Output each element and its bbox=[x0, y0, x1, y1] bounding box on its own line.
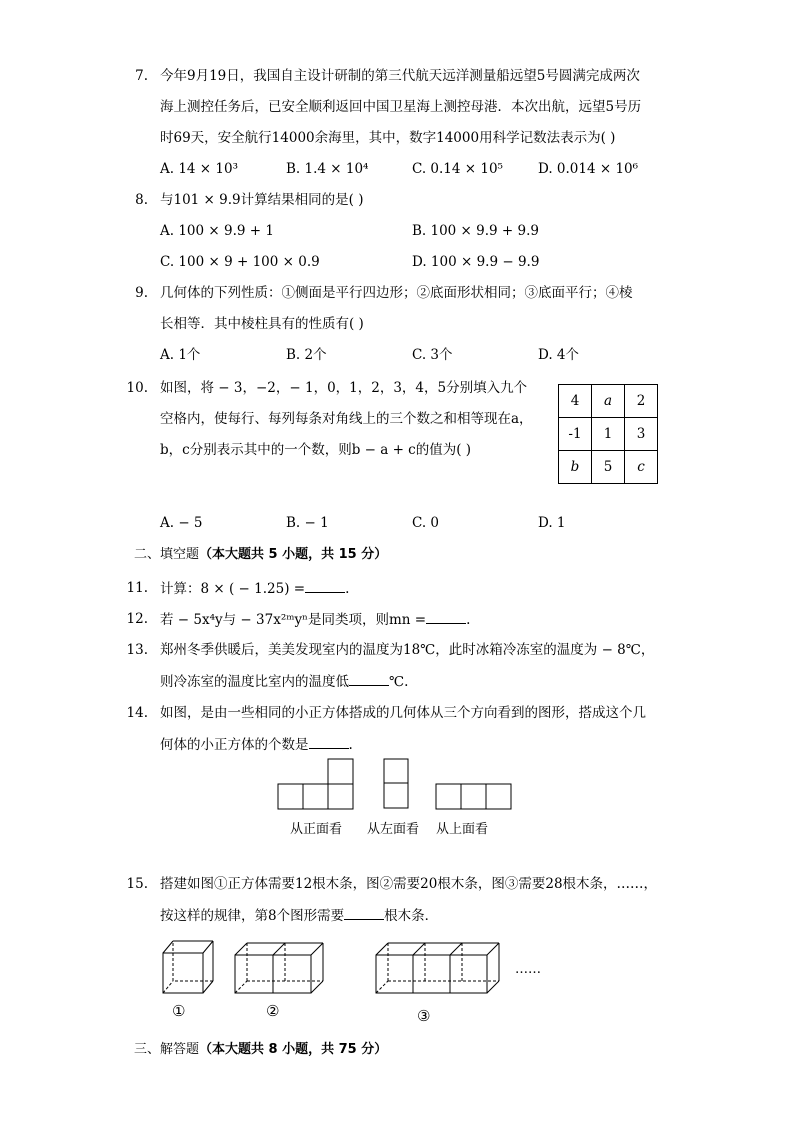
q9-option-d: D. 4个 bbox=[538, 347, 580, 363]
q14-text-line2: 何体的小正方体的个数是 bbox=[160, 737, 309, 753]
grid-cell: 3 bbox=[625, 418, 658, 451]
q11-question bbox=[160, 578, 349, 599]
q12-text: 若 − 5x⁴y与 − 37x²ᵐyⁿ是同类项，则mn = bbox=[160, 612, 427, 628]
q8-option-b: B. 100 × 9.9 + 9.9 bbox=[412, 223, 539, 239]
q13-answer-blank[interactable] bbox=[349, 671, 389, 686]
front-view-label: 从正面看 bbox=[290, 822, 343, 837]
grid-cell: 2 bbox=[625, 385, 658, 418]
figure-3-three-cubes bbox=[376, 943, 499, 993]
q14-text-line1: 如图，是由一些相同的小正方体搭成的几何体从三个方向看到的图形，搭成这个几 bbox=[160, 705, 646, 721]
q7-option-b: B. 1.4 × 10⁴ bbox=[286, 161, 369, 177]
q7-number: 7. bbox=[135, 68, 148, 84]
q10-option-a: A. − 5 bbox=[160, 515, 203, 531]
q9-text-line1: 几何体的下列性质：①侧面是平行四边形；②底面形状相同；③底面平行；④棱 bbox=[160, 285, 633, 301]
q12-number: 12. bbox=[126, 611, 148, 627]
q7-text-line3: 时69天，安全航行14000余海里，其中，数字14000用科学记数法表示为( ) bbox=[160, 130, 616, 146]
grid-cell: c bbox=[625, 451, 658, 484]
left-view-figure bbox=[384, 759, 408, 808]
sequence-ellipsis: …… bbox=[515, 962, 541, 977]
q10-option-d: D. 1 bbox=[538, 515, 566, 531]
q13-number: 13. bbox=[126, 642, 148, 658]
q8-option-d: D. 100 × 9.9 − 9.9 bbox=[412, 254, 540, 270]
q12-end: . bbox=[466, 612, 471, 628]
q9-option-a: A. 1个 bbox=[160, 347, 201, 363]
q9-option-b: B. 2个 bbox=[286, 347, 327, 363]
section-2-title: 二、填空题 bbox=[134, 547, 200, 562]
q8-option-c: C. 100 × 9 + 100 × 0.9 bbox=[160, 254, 320, 270]
q8-number: 8. bbox=[135, 192, 148, 208]
q10-text-line3: b，c分别表示其中的一个数，则b − a + c的值为( ) bbox=[160, 442, 472, 458]
q12-answer-blank[interactable] bbox=[426, 609, 466, 624]
q8-text: 与101 × 9.9计算结果相同的是( ) bbox=[160, 192, 364, 208]
q7-option-c: C. 0.14 × 10⁵ bbox=[412, 161, 503, 177]
figure-3-label: ③ bbox=[417, 1007, 431, 1025]
section-3-title: 三、解答题 bbox=[134, 1042, 200, 1057]
left-view-label: 从左面看 bbox=[367, 822, 420, 837]
q7-text-line1: 今年9月19日，我国自主设计研制的第三代航天远洋测量船远望5号圆满完成两次 bbox=[160, 68, 640, 84]
q14-answer-blank[interactable] bbox=[309, 734, 349, 749]
grid-cell: a bbox=[592, 385, 625, 418]
q8-option-a: A. 100 × 9.9 + 1 bbox=[160, 223, 274, 239]
q15-number: 15. bbox=[126, 876, 148, 892]
q15-answer-blank[interactable] bbox=[344, 905, 384, 920]
q15-text-line2: 按这样的规律，第8个图形需要 bbox=[160, 908, 345, 924]
three-views-figure bbox=[270, 750, 530, 815]
q11-text: 计算：8 × ( − 1.25) = bbox=[160, 581, 306, 597]
q11-number: 11. bbox=[126, 580, 148, 596]
q9-text-line2: 长相等．其中棱柱具有的性质有( ) bbox=[160, 316, 364, 332]
grid-cell: 1 bbox=[592, 418, 625, 451]
q15-question-line2 bbox=[160, 905, 438, 926]
q13-text-line2: 则冷冻室的温度比室内的温度低 bbox=[160, 674, 349, 690]
grid-cell: b bbox=[559, 451, 592, 484]
grid-cell: 5 bbox=[592, 451, 625, 484]
q11-end: . bbox=[345, 581, 350, 597]
q7-text-line2: 海上测控任务后，已安全顺利返回中国卫星海上测控母港．本次出航，远望5号历 bbox=[160, 99, 642, 115]
figure-2-two-cubes bbox=[235, 943, 323, 993]
q9-option-c: C. 3个 bbox=[412, 347, 453, 363]
figure-2-label: ② bbox=[266, 1002, 280, 1020]
q10-option-b: B. − 1 bbox=[286, 515, 329, 531]
q14-end: . bbox=[348, 737, 353, 753]
top-view-figure bbox=[436, 784, 511, 809]
section-3-note: （本大题共 8 小题，共 75 分） bbox=[199, 1042, 388, 1057]
q10-number: 10. bbox=[126, 380, 148, 396]
grid-cell: -1 bbox=[559, 418, 592, 451]
q9-number: 9. bbox=[135, 285, 148, 301]
q15-end: 根木条． bbox=[384, 908, 439, 924]
q10-text-line2: 空格内，使每行、每列每条对角线上的三个数之和相等现在a， bbox=[160, 411, 533, 427]
q13-text-line1: 郑州冬季供暖后，美美发现室内的温度为18℃，此时冰箱冷冻室的温度为 − 8℃， bbox=[160, 642, 655, 658]
q14-number: 14. bbox=[126, 705, 148, 721]
q13-question-line2 bbox=[160, 671, 408, 692]
q10-option-c: C. 0 bbox=[412, 515, 440, 531]
section-2-heading bbox=[134, 545, 387, 565]
grid-cell: 4 bbox=[559, 385, 592, 418]
figure-1-single-cube bbox=[163, 941, 213, 993]
q10-text-line1: 如图，将 − 3，−2，− 1，0，1，2，3，4，5分别填入九个 bbox=[160, 380, 528, 396]
q13-unit: ℃. bbox=[389, 674, 409, 690]
q7-option-a: A. 14 × 10³ bbox=[160, 161, 238, 177]
section-3-heading bbox=[134, 1040, 387, 1060]
front-view-figure bbox=[278, 759, 353, 809]
q12-question bbox=[160, 609, 470, 630]
q11-answer-blank[interactable] bbox=[305, 578, 345, 593]
q7-option-d: D. 0.014 × 10⁶ bbox=[538, 161, 639, 177]
magic-square-grid bbox=[558, 384, 658, 484]
top-view-label: 从上面看 bbox=[436, 822, 489, 837]
cube-sequence-figure bbox=[155, 935, 545, 1000]
section-2-note: （本大题共 5 小题，共 15 分） bbox=[199, 547, 388, 562]
q15-text-line1: 搭建如图①正方体需要12根木条，图②需要20根木条，图③需要28根木条，……， bbox=[160, 876, 658, 892]
figure-1-label: ① bbox=[172, 1002, 186, 1020]
